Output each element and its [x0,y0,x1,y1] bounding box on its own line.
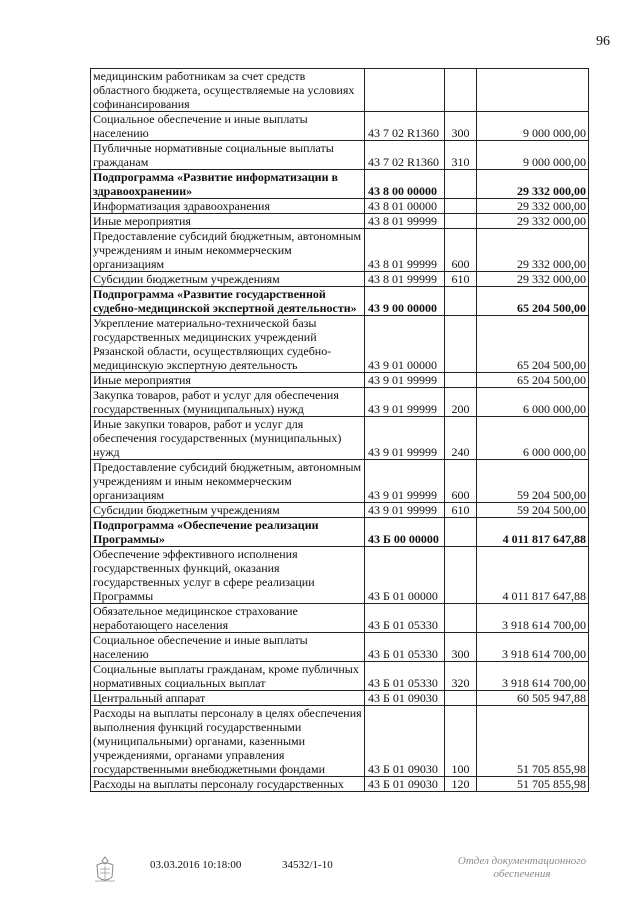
row-code: 43 Б 01 05330 [365,662,445,691]
row-code: 43 9 01 99999 [365,460,445,503]
row-name: Укрепление материально-технической базы государственных медицинских учреждений Рязанской области, осуществляющих судебно-медицинскую экспертную деятельность [91,316,365,373]
row-name: Предоставление субсидий бюджетным, автономным учреждениям и иным некоммерческим организациям [91,229,365,272]
department-stamp [442,855,602,881]
budget-table [90,68,589,792]
row-code: 43 Б 01 05330 [365,633,445,662]
table-row [91,316,589,373]
row-expense-type: 600 [445,460,477,503]
row-amount: 4 011 817 647,88 [477,547,589,604]
footer-doc-number: 34532/1-10 [282,859,333,871]
row-expense-type [445,199,477,214]
row-expense-type: 200 [445,388,477,417]
row-name: Расходы на выплаты персоналу государственных [91,777,365,792]
table-row [91,272,589,287]
table-row [91,777,589,792]
row-name: Социальное обеспечение и иные выплаты населению [91,633,365,662]
row-expense-type: 100 [445,706,477,777]
table-row [91,706,589,777]
row-code: 43 8 01 99999 [365,229,445,272]
row-code: 43 9 01 00000 [365,316,445,373]
row-expense-type: 300 [445,112,477,141]
row-expense-type [445,604,477,633]
row-code: 43 Б 01 09030 [365,706,445,777]
row-amount: 65 204 500,00 [477,287,589,316]
table-row [91,547,589,604]
row-expense-type: 240 [445,417,477,460]
row-name: Подпрограмма «Развитие государственной судебно-медицинской экспертной деятельности» [91,287,365,316]
row-code: 43 8 01 99999 [365,214,445,229]
row-name: Иные мероприятия [91,373,365,388]
row-expense-type [445,170,477,199]
row-name: Закупка товаров, работ и услуг для обеспечения государственных (муниципальных) нужд [91,388,365,417]
row-name: Обязательное медицинское страхование неработающего населения [91,604,365,633]
table-row [91,691,589,706]
row-name: Подпрограмма «Развитие информатизации в здравоохранении» [91,170,365,199]
row-name: Центральный аппарат [91,691,365,706]
row-amount [477,69,589,112]
row-name: Информатизация здравоохранения [91,199,365,214]
table-row [91,141,589,170]
row-name: Обеспечение эффективного исполнения государственных функций, оказания государственных услуг в сфере реализации Программы [91,547,365,604]
table-row [91,170,589,199]
row-code [365,69,445,112]
table-row [91,633,589,662]
row-amount: 6 000 000,00 [477,388,589,417]
row-name: Публичные нормативные социальные выплаты гражданам [91,141,365,170]
row-code: 43 7 02 R1360 [365,141,445,170]
row-amount: 9 000 000,00 [477,141,589,170]
row-amount: 65 204 500,00 [477,316,589,373]
row-amount: 29 332 000,00 [477,272,589,287]
row-amount: 51 705 855,98 [477,706,589,777]
table-row [91,417,589,460]
table-row [91,388,589,417]
row-name: Предоставление субсидий бюджетным, автономным учреждениям и иным некоммерческим организациям [91,460,365,503]
row-amount: 65 204 500,00 [477,373,589,388]
row-amount: 9 000 000,00 [477,112,589,141]
row-name: Подпрограмма «Обеспечение реализации Программы» [91,518,365,547]
row-name: Социальное обеспечение и иные выплаты населению [91,112,365,141]
row-name: медицинским работникам за счет средств областного бюджета, осуществляемые на условиях софинансирования [91,69,365,112]
row-amount: 6 000 000,00 [477,417,589,460]
row-name: Субсидии бюджетным учреждениям [91,272,365,287]
table-row [91,373,589,388]
row-amount: 59 204 500,00 [477,503,589,518]
row-expense-type [445,69,477,112]
row-expense-type: 610 [445,503,477,518]
table-row [91,460,589,503]
row-code: 43 9 01 99999 [365,388,445,417]
row-code: 43 Б 00 00000 [365,518,445,547]
row-expense-type [445,287,477,316]
row-expense-type [445,316,477,373]
table-row [91,214,589,229]
footer-date: 03.03.2016 10:18:00 [150,859,242,871]
table-body [91,69,589,792]
table-row [91,604,589,633]
row-amount: 3 918 614 700,00 [477,662,589,691]
row-amount: 51 705 855,98 [477,777,589,792]
row-amount: 4 011 817 647,88 [477,518,589,547]
table-row [91,229,589,272]
emblem-icon [92,855,118,885]
row-amount: 29 332 000,00 [477,170,589,199]
row-code: 43 Б 01 09030 [365,777,445,792]
row-amount: 29 332 000,00 [477,229,589,272]
row-name: Субсидии бюджетным учреждениям [91,503,365,518]
table-row [91,287,589,316]
row-amount: 59 204 500,00 [477,460,589,503]
row-expense-type: 300 [445,633,477,662]
row-expense-type [445,214,477,229]
row-name: Иные мероприятия [91,214,365,229]
row-code: 43 9 00 00000 [365,287,445,316]
row-code: 43 8 00 00000 [365,170,445,199]
stamp-line-2: обеспечения [493,868,551,880]
row-expense-type: 120 [445,777,477,792]
row-code: 43 9 01 99999 [365,417,445,460]
page-footer [0,855,640,895]
table-row [91,662,589,691]
row-code: 43 Б 01 05330 [365,604,445,633]
page-number: 96 [596,34,610,49]
row-code: 43 9 01 99999 [365,373,445,388]
row-amount: 60 505 947,88 [477,691,589,706]
row-amount: 29 332 000,00 [477,214,589,229]
row-code: 43 8 01 00000 [365,199,445,214]
row-name: Расходы на выплаты персоналу в целях обеспечения выполнения функций государственными (муниципальными) органами, казенными учреждениями, органами управления государственными внебюджетными фондами [91,706,365,777]
row-amount: 3 918 614 700,00 [477,604,589,633]
row-expense-type: 310 [445,141,477,170]
row-name: Социальные выплаты гражданам, кроме публичных нормативных социальных выплат [91,662,365,691]
row-code: 43 Б 01 00000 [365,547,445,604]
row-expense-type [445,373,477,388]
row-expense-type: 600 [445,229,477,272]
table-row [91,112,589,141]
row-code: 43 Б 01 09030 [365,691,445,706]
row-code: 43 7 02 R1360 [365,112,445,141]
row-amount: 29 332 000,00 [477,199,589,214]
row-code: 43 8 01 99999 [365,272,445,287]
row-expense-type [445,547,477,604]
table-row [91,69,589,112]
row-expense-type: 610 [445,272,477,287]
table-row [91,518,589,547]
row-amount: 3 918 614 700,00 [477,633,589,662]
row-expense-type: 320 [445,662,477,691]
row-expense-type [445,518,477,547]
stamp-line-1: Отдел документационного [457,855,587,867]
table-row [91,503,589,518]
row-code: 43 9 01 99999 [365,503,445,518]
row-name: Иные закупки товаров, работ и услуг для обеспечения государственных (муниципальных) нужд [91,417,365,460]
table-row [91,199,589,214]
row-expense-type [445,691,477,706]
